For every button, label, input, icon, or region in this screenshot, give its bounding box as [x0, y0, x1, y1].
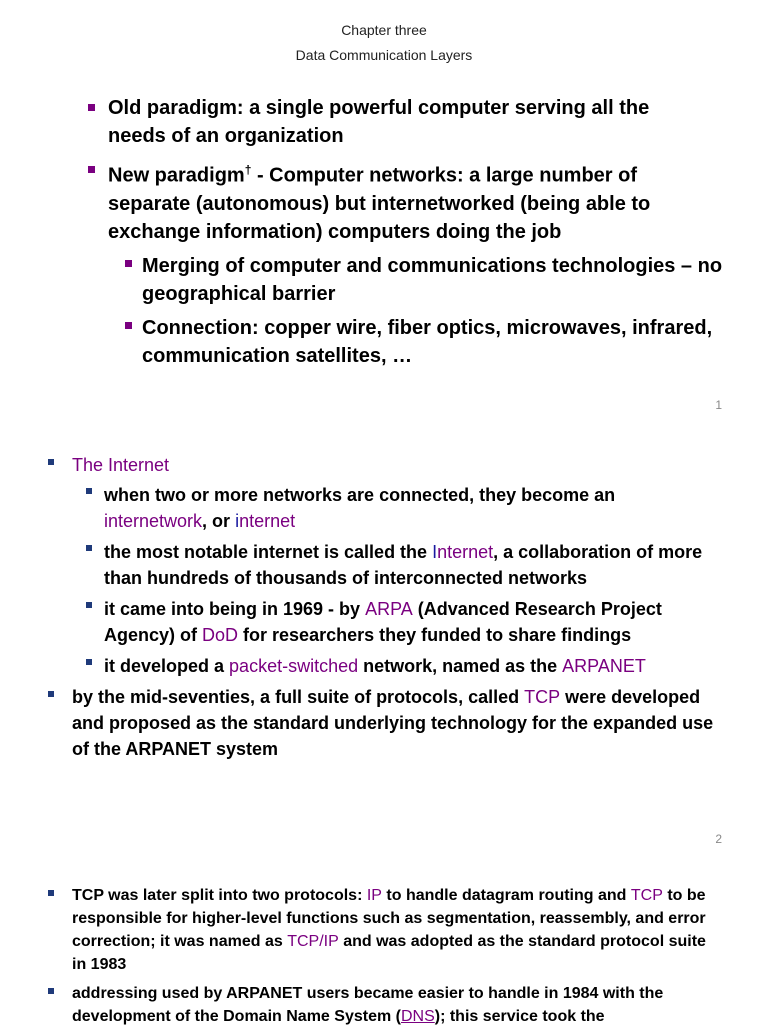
text: ); this service took the	[434, 1008, 605, 1025]
square-bullet-icon	[86, 602, 92, 608]
highlight-term: packet-switched	[229, 656, 359, 676]
square-bullet-icon	[86, 545, 92, 551]
list-subitem	[0, 252, 732, 308]
highlight-term: TCP	[524, 687, 561, 707]
page-number: 2	[715, 832, 722, 846]
text: , or	[202, 511, 236, 531]
item-text: - Computer networks: a large number of separate (autonomous) but internetworked (being able to exchange information) computers doing the job	[108, 164, 651, 243]
highlight-term: nternet	[437, 542, 494, 562]
highlight-term: DoD	[202, 625, 239, 645]
square-bullet-icon	[48, 459, 54, 465]
text: network, named as the	[358, 656, 563, 676]
text: (Advanced Research Project Agency) of	[104, 599, 662, 645]
list-subitem	[0, 314, 732, 370]
slide-1-list	[0, 94, 768, 370]
text: TCP was later split into two protocols:	[72, 887, 367, 904]
item-text: New paradigm	[108, 164, 245, 187]
square-bullet-icon	[88, 166, 95, 173]
slide-3	[0, 884, 768, 1034]
square-bullet-icon	[86, 488, 92, 494]
slide-1	[0, 18, 768, 412]
text: to be responsible for higher-level functions such as segmentation, reassembly, and error correction; it was named as	[72, 887, 706, 950]
list-subitem	[0, 539, 704, 591]
highlight-term: nternet	[239, 511, 296, 531]
square-bullet-icon	[88, 104, 95, 111]
square-bullet-icon	[48, 988, 54, 994]
highlight-term: ARPANET	[562, 656, 646, 676]
page-number: 1	[715, 398, 722, 412]
slide-2-list	[0, 452, 768, 762]
highlight-letter: I	[432, 542, 438, 562]
highlight-term: ARPA	[365, 599, 413, 619]
highlight-letter: i	[235, 511, 240, 531]
subitem-text: Connection: copper wire, fiber optics, microwaves, infrared, communication satellites, …	[142, 316, 713, 367]
chapter-subtitle: Data Communication Layers	[295, 47, 473, 63]
square-bullet-icon	[125, 322, 132, 329]
text: it came into being in 1969 - by	[104, 599, 366, 619]
item-text: Old paradigm: a single powerful computer serving all the needs of an organization	[108, 97, 650, 147]
text: were developed and proposed as the standard underlying technology for the expanded use of the ARPANET system	[72, 687, 714, 759]
section-title: The Internet	[72, 455, 170, 475]
text: by the mid-seventies, a full suite of protocols, called	[72, 687, 525, 707]
text: it developed a	[104, 656, 230, 676]
list-item	[0, 156, 668, 246]
list-item	[0, 982, 722, 1028]
list-item	[0, 94, 668, 150]
highlight-term: internetwork	[104, 511, 203, 531]
square-bullet-icon	[86, 659, 92, 665]
highlight-term: TCP	[630, 887, 663, 904]
dagger-footnote-mark: †	[244, 163, 252, 177]
list-subitem	[0, 653, 704, 679]
text: , a collaboration of more than hundreds of thousands of interconnected networks	[104, 542, 703, 588]
highlight-term: TCP/IP	[287, 933, 339, 950]
text: for researchers they funded to share findings	[238, 625, 632, 645]
slide-2	[0, 452, 768, 846]
square-bullet-icon	[48, 691, 54, 697]
subitem-text: Merging of computer and communications technologies – no geographical barrier	[142, 254, 723, 305]
highlight-term: DNS	[400, 1008, 435, 1025]
list-subitem	[0, 596, 704, 648]
list-subitem	[0, 482, 704, 534]
text: when two or more networks are connected, they become an	[104, 485, 616, 505]
square-bullet-icon	[125, 260, 132, 267]
square-bullet-icon	[48, 890, 54, 896]
slide-3-list	[0, 884, 768, 1028]
text: the most notable internet is called the	[104, 542, 433, 562]
list-item	[0, 884, 722, 976]
text: addressing used by ARPANET users became easier to handle in 1984 with the development of the Domain Name System (	[72, 985, 664, 1025]
text: to handle datagram routing and	[381, 887, 631, 904]
highlight-term: IP	[366, 887, 382, 904]
chapter-title: Chapter three	[341, 22, 427, 38]
list-item	[0, 684, 722, 762]
text: and was adopted as the standard protocol suite in 1983	[72, 933, 706, 973]
list-item	[0, 452, 722, 478]
